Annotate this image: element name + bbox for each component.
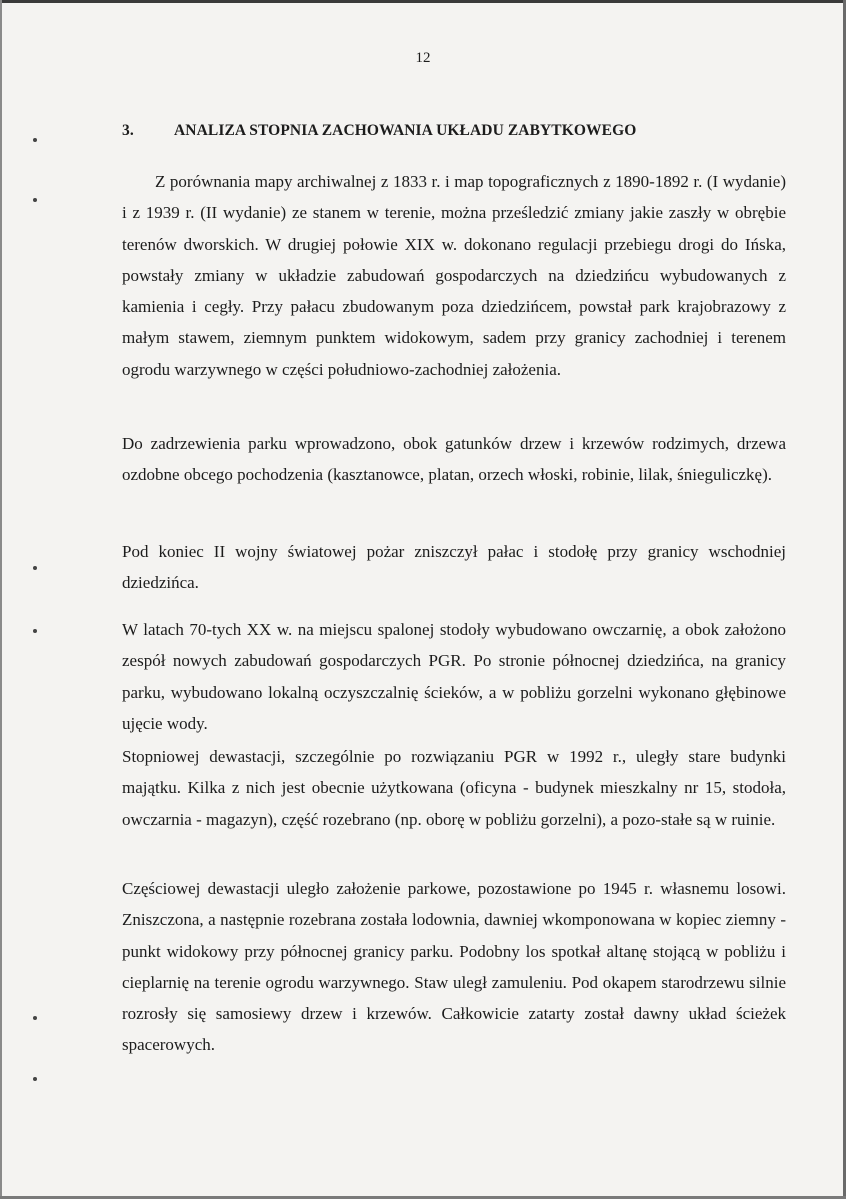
paragraph-pgr-buildings: W latach 70-tych XX w. na miejscu spalonej stodoły wybudowano owczarnię, a obok założono zespół nowych zabudowań gospodarczych PGR. Po stronie północnej dziedzińca, na granicy parku, wybudowano lokalną oczyszczalnię ścieków, a w pobliżu gorzelni wykonano głębinowe ujęcie wody. bbox=[122, 620, 786, 733]
scan-speck bbox=[33, 198, 37, 202]
section-title: ANALIZA STOPNIA ZACHOWANIA UKŁADU ZABYTKOWEGO bbox=[174, 122, 637, 139]
paragraph-devastation: Stopniowej dewastacji, szczególnie po rozwiązaniu PGR w 1992 r., uległy stare budynki majątku. Kilka z nich jest obecnie użytkowana (oficyna - budynek mieszkalny nr 15, stodoła, owczarnia - magazyn), część rozebrano (np. oborę w pobliżu gorzelni), a pozo-stałe są w ruinie. bbox=[122, 747, 786, 829]
scan-speck bbox=[33, 138, 37, 142]
scan-speck bbox=[33, 566, 37, 570]
scan-speck bbox=[33, 1077, 37, 1081]
section-heading bbox=[122, 122, 636, 140]
section-number: 3. bbox=[122, 122, 134, 139]
paragraph-park-devastation: Częściowej dewastacji uległo założenie parkowe, pozostawione po 1945 r. własnemu losowi. Zniszczona, a następnie rozebrana została lodownia, dawniej wkomponowana w kopiec ziemny - punkt widokowy przy północnej granicy parku. Podobny los spotkał altanę stojącą w pobliżu i cieplarnię na terenie ogrodu warzywnego. Staw uległ zamuleniu. Pod okapem starodrzewu silnie rozrosły się samosiewy drzew i krzewów. Całkowicie zatarty został dawny układ ścieżek spacerowych. bbox=[122, 879, 786, 1055]
scan-speck bbox=[33, 1016, 37, 1020]
page-number: 12 bbox=[415, 50, 431, 66]
paragraph-park-trees: Do zadrzewienia parku wprowadzono, obok gatunków drzew i krzewów rodzimych, drzewa ozdobne obcego pochodzenia (kasztanowce, platan, orzech włoski, robinie, lilak, śnieguliczkę). bbox=[122, 434, 786, 485]
paragraph-map-comparison: Z porównania mapy archiwalnej z 1833 r. i map topograficznych z 1890-1892 r. (I wydanie) i z 1939 r. (II wydanie) ze stanem w terenie, można prześledzić zmiany jakie zaszły w obrębie terenów dworskich. W drugiej połowie XIX w. dokonano regulacji przebiegu drogi do Ińska, powstały zmiany w układzie zabudowań gospodarczych na dziedzińcu wybudowanych z kamienia i cegły. Przy pałacu zbudowanym poza dziedzińcem, powstał park krajobrazowy z małym stawem, ziemnym punktem widokowym, sadem przy granicy zachodniej i terenem ogrodu warzywnego w części południowo-zachodniej założenia. bbox=[122, 172, 786, 379]
scan-speck bbox=[33, 629, 37, 633]
scan-edge-top bbox=[0, 0, 846, 3]
paragraph-war-fire: Pod koniec II wojny światowej pożar zniszczył pałac i stodołę przy granicy wschodniej dziedzińca. bbox=[122, 542, 786, 593]
scan-edge-left bbox=[0, 0, 2, 1199]
